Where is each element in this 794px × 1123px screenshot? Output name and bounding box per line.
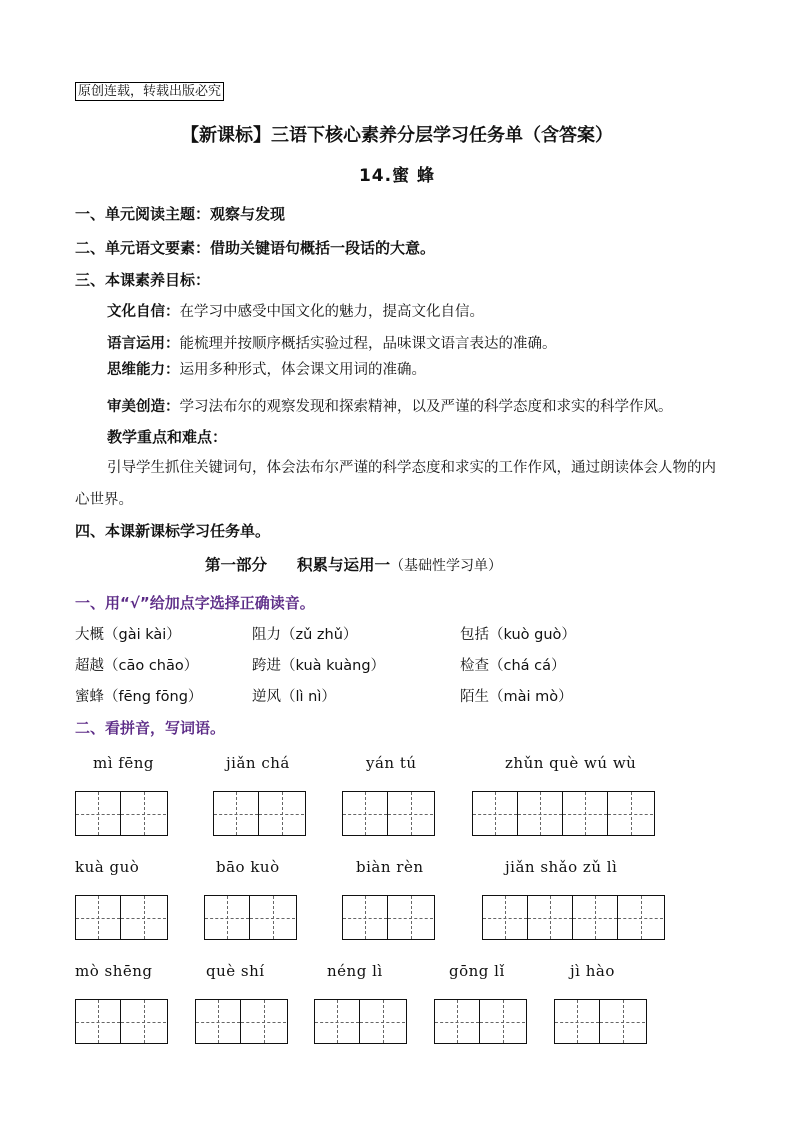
section-2 [75,237,435,258]
goal-key: 审美创造： [107,399,180,415]
pinyin-prompt: què shí [206,962,265,980]
goal-culture [107,300,484,321]
section-2-label: 二、单元语文要素： [75,239,211,257]
goal-text: 学习法布尔的观察发现和探索精神，以及严谨的科学态度和求实的科学作风。 [179,399,673,415]
writing-grid[interactable] [75,791,168,836]
writing-grid[interactable] [342,791,435,836]
goal-language [107,332,557,353]
pronunciation-item: 检查（chá cá） [460,658,566,674]
pronunciation-item: 跨进（kuà kuàng） [252,658,386,674]
writing-grid[interactable] [482,895,665,940]
pronunciation-item: 包括（kuò guò） [460,627,576,643]
page-title: 【新课标】三语下核心素养分层学习任务单（含答案） [181,125,613,146]
focus-paragraph: 引导学生抓住关键词句，体会法布尔严谨的科学态度和求实的工作作风，通过朗读体会人物的内心世界。 [75,460,716,508]
section-1-label: 一、单元阅读主题： [75,205,211,223]
pronunciation-item: 蜜蜂（fēng fōng） [75,689,203,705]
writing-grid[interactable] [204,895,297,940]
copyright-notice: 原创连载，转载出版必究 [75,82,224,101]
part-1-title [205,553,502,575]
pinyin-prompt: gōng lǐ [449,962,505,980]
part-1-label: 第一部分 [205,556,268,574]
section-2-value: 借助关键语句概括一段话的大意。 [210,239,436,257]
writing-grid[interactable] [213,791,306,836]
question-1-label: 一、用“√”给加点字选择正确读音。 [75,594,315,612]
question-2-label: 二、看拼音，写词语。 [75,719,226,737]
goal-aesthetic [107,395,673,416]
writing-grid[interactable] [434,999,527,1044]
pinyin-prompt: mì fēng [93,754,154,772]
goal-key: 思维能力： [107,362,180,378]
pinyin-prompt: zhǔn què wú wù [505,754,637,772]
goal-key: 语言运用： [107,336,180,352]
pinyin-prompt: jiǎn chá [226,754,290,772]
pinyin-prompt: biàn rèn [356,858,424,876]
pronunciation-item: 陌生（mài mò） [460,689,573,705]
writing-grid[interactable] [314,999,407,1044]
section-1 [75,203,285,224]
pronunciation-item: 超越（cāo chāo） [75,658,199,674]
writing-grid[interactable] [195,999,288,1044]
pronunciation-item: 阻力（zǔ zhǔ） [252,627,358,643]
goal-text: 运用多种形式，体会课文用词的准确。 [179,362,426,378]
section-1-value: 观察与发现 [210,205,286,223]
pinyin-prompt: néng lì [327,962,383,980]
goal-text: 能梳理并按顺序概括实验过程，品味课文语言表达的准确。 [179,336,557,352]
pronunciation-item: 大概（gài kài） [75,627,181,643]
part-1-name: 积累与运用一 [297,556,391,574]
goal-key: 文化自信： [107,304,180,320]
lesson-title: 14.蜜 蜂 [358,166,436,186]
writing-grid[interactable] [472,791,655,836]
pinyin-prompt: jiǎn shǎo zǔ lì [505,858,618,876]
pronunciation-item: 逆风（lì nì） [252,689,336,705]
pinyin-prompt: bāo kuò [216,858,280,876]
writing-grid[interactable] [554,999,647,1044]
pinyin-prompt: mò shēng [75,962,153,980]
section-3-label: 三、本课素养目标： [75,271,211,289]
goal-thinking [107,358,426,379]
pinyin-prompt: yán tú [366,754,417,772]
section-4-label: 四、本课新课标学习任务单。 [75,522,271,540]
writing-grid[interactable] [342,895,435,940]
part-1-note: （基础性学习单） [390,558,503,574]
writing-grid[interactable] [75,895,168,940]
focus-label: 教学重点和难点： [107,428,228,446]
writing-grid[interactable] [75,999,168,1044]
pinyin-prompt: jì hào [570,962,615,980]
pinyin-prompt: kuà guò [75,858,140,876]
goal-text: 在学习中感受中国文化的魅力，提高文化自信。 [179,304,484,320]
